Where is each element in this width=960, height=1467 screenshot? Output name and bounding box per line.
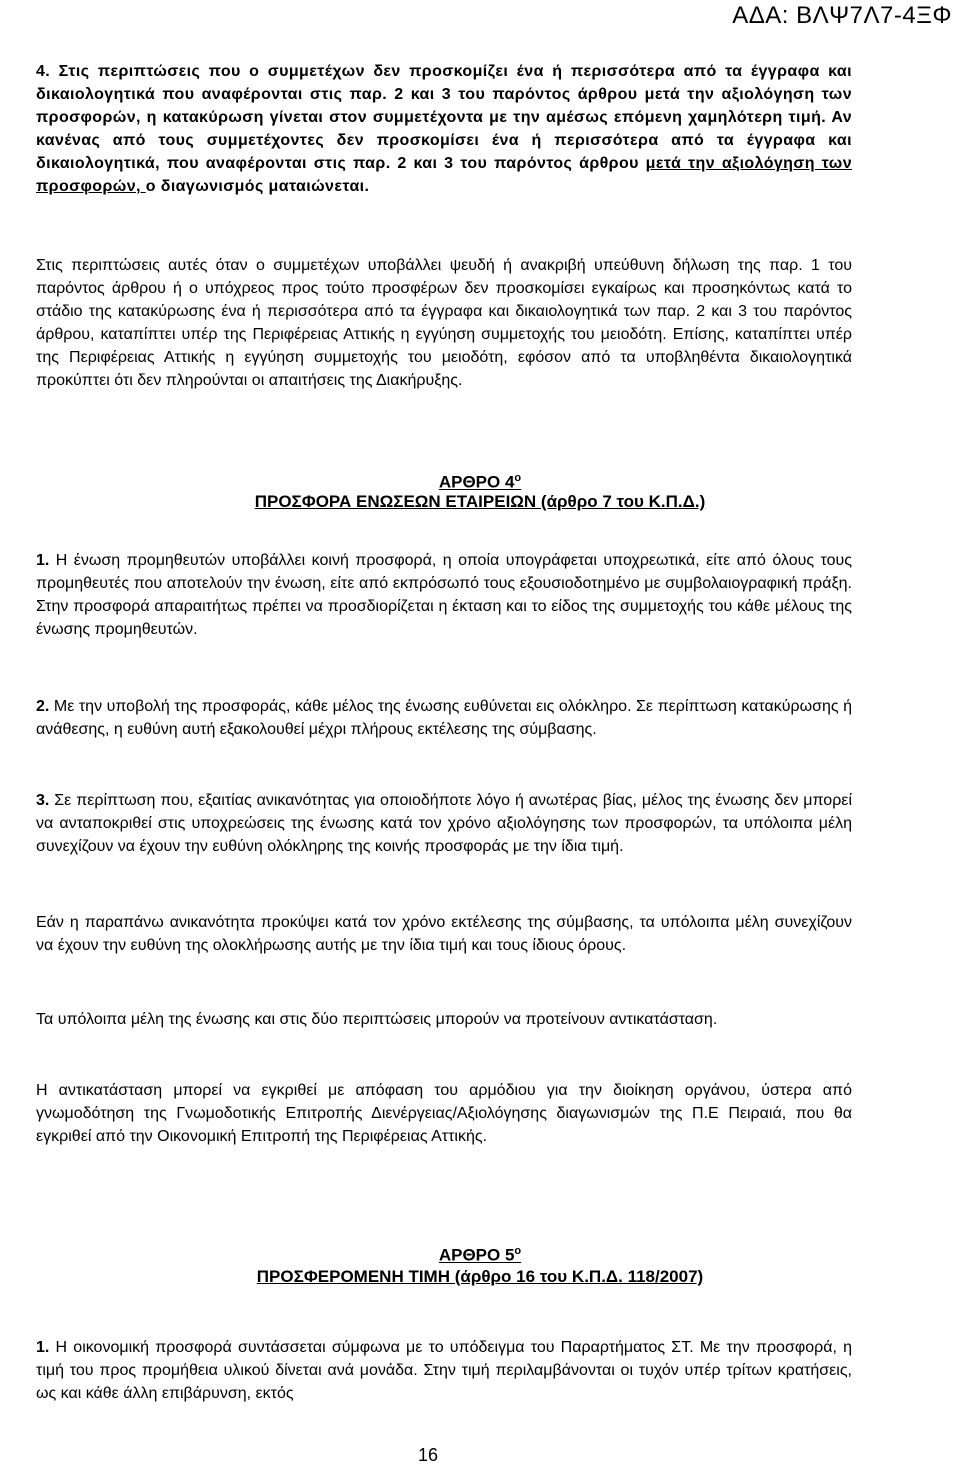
paragraph-4-text: 4. Στις περιπτώσεις που ο συμμετέχων δεν προσκομίζει ένα ή περισσότερα από τα έγγραφα και δικαιολογητικά που αναφέρονται στις παρ. 2 και 3 του παρόντος άρθρου μετά την αξιολόγηση των προσφορών, η κατακύρωση γίνεται στον συμμετέχοντα με την αμέσως επόμενη χαμηλότερη τιμή. Αν κανένας από τους συμμετέχοντες δεν προσκομίσει ένα ή περισσότερα από τα έγγραφα και δικαιολογητικά, που αναφέρονται στις παρ. 2 και 3 του παρόντος άρθρου [36,63,852,172]
article-4-paragraph-1-text: Η ένωση προμηθευτών υποβάλλει κοινή προσφορά, η οποία υπογράφεται υποχρεωτικά, είτε από όλους τους προμηθευτές που αποτελούν την ένωση, είτε από εκπρόσωπό τους εξουσιοδοτημένο με συμβολαιογραφική πράξη. Στην προσφορά απαραιτήτως πρέπει να προσδιορίζεται η έκταση και το είδος της συμμετοχής του κάθε μέλους της ένωσης προμηθευτών. [36,552,852,638]
article-4-paragraph-3-number: 3. [36,792,50,809]
article-4-heading [0,467,960,494]
article-4-heading-text: ΑΡΘΡΟ 4 [438,472,515,492]
article-4-paragraph-2-number: 2. [36,698,50,715]
article-4-paragraph-3 [36,789,852,858]
article-5-paragraph-1 [36,1336,852,1405]
page-number: 16 [417,1445,439,1465]
article-5-paragraph-1-number: 1. [36,1339,50,1356]
paragraph-4-underlined: μετά την αξιολόγηση των προσφορών, [36,155,852,195]
paragraph-4 [36,60,852,198]
article-4-paragraph-3d: Η αντικατάσταση μπορεί να εγκριθεί με απόφαση του αρμόδιου για την διοίκηση οργάνου, ύστερα από γνωμοδότηση της Γνωμοδοτικής Επιτροπής Διενέργειας/Αξιολόγησης διαγωνισμών της Π.Ε Πειραιά, που θα εγκριθεί από την Οικονομική Επιτροπή της Περιφέρειας Αττικής. [36,1082,852,1145]
article-4-paragraph-3-text: Σε περίπτωση που, εξαιτίας ανικανότητας για οποιοδήποτε λόγο ή ανωτέρας βίας, μέλος της ένωσης δεν μπορεί να ανταποκριθεί στις υποχρεώσεις της ένωσης κατά τον χρόνο αξιολόγησης των προσφορών, τα υπόλοιπα μέλη συνεχίζουν να έχουν την ευθύνη ολόκληρης της κοινής προσφοράς με την ίδια τιμή. [36,792,852,855]
article-4-paragraph-1-number: 1. [36,552,50,569]
article-4-paragraph-2-text: Με την υποβολή της προσφοράς, κάθε μέλος της ένωσης ευθύνεται εις ολόκληρο. Σε περίπτωση κατακύρωσης ή ανάθεσης, η ευθύνη αυτή εξακολουθεί μέχρι πλήρους εκτέλεσης της σύμβασης. [36,698,852,738]
article-5-title: ΠΡΟΣΦΕΡΟΜΕΝΗ ΤΙΜΗ (άρθρο 16 του Κ.Π.Δ. 118/2007) [256,1267,704,1286]
article-5-paragraph-1-text: Η οικονομική προσφορά συντάσσεται σύμφωνα με το υπόδειγμα του Παραρτήματος ΣΤ. Με την προσφορά, η τιμή του προς προμήθεια υλικού δίνεται ανά μονάδα. Στην τιμή περιλαμβάνονται οι τυχόν υπέρ τρίτων κρατήσεις, ως και κάθε άλλη επιβάρυνση, εκτός [36,1339,852,1402]
article-4-paragraph-3b: Εάν η παραπάνω ανικανότητα προκύψει κατά τον χρόνο εκτέλεσης της σύμβασης, τα υπόλοιπα μέλη συνεχίζουν να έχουν την ευθύνη της ολοκλήρωσης αυτής με την ίδια τιμή και τους ίδιους όρους. [36,914,852,954]
article-4-paragraph-1 [36,549,852,641]
paragraph-false-declaration: Στις περιπτώσεις αυτές όταν ο συμμετέχων υποβάλλει ψευδή ή ανακριβή υπεύθυνη δήλωση της παρ. 1 του παρόντος άρθρου ή ο υπόχρεος προς τούτο προσφέρων δεν προσκομίσει εγκαίρως και προσηκόντως κατά το στάδιο της κατακύρωσης ένα ή περισσότερα από τα έγγραφα και δικαιολογητικά των παρ. 2 και 3 του παρόντος άρθρου, καταπίπτει υπέρ της Περιφέρειας Αττικής η εγγύηση συμμετοχής του μειοδότη. Επίσης, καταπίπτει υπέρ της Περιφέρειας Αττικής η εγγύηση συμμετοχής του μειοδότη, εφόσον από τα υποβληθέντα δικαιολογητικά προκύπτει ότι δεν πληρούνται οι απαιτήσεις της Διακήρυξης. [36,257,852,389]
paragraph-4-end: ο διαγωνισμός ματαιώνεται. [145,178,370,195]
article-4-paragraph-3c: Τα υπόλοιπα μέλη της ένωσης και στις δύο περιπτώσεις μπορούν να προτείνουν αντικατάσταση. [36,1011,718,1028]
ada-code: ΑΔΑ: ΒΛΨ7Λ7-4ΞΦ [732,2,952,29]
article-5-heading-text: ΑΡΘΡΟ 5 [438,1245,515,1265]
article-4-paragraph-2 [36,695,852,741]
article-4-title: ΠΡΟΣΦΟΡΑ ΕΝΩΣΕΩΝ ΕΤΑΙΡΕΙΩΝ (άρθρο 7 του Κ.Π.Δ.) [254,492,706,511]
article-5-heading-sup: ο [514,1245,522,1257]
article-4-heading-sup: ο [514,472,522,484]
article-5-heading [0,1240,960,1267]
